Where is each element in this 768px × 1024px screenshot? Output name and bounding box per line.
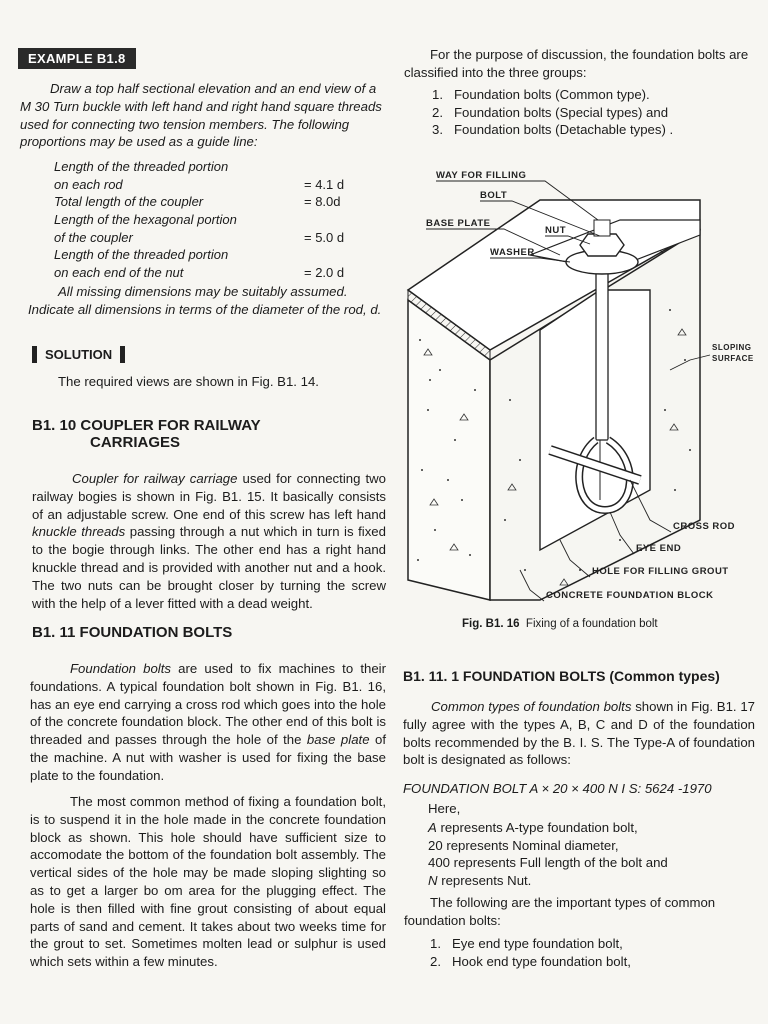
label-eye-end: EYE END [636,543,682,554]
list-item: N represents Nut. [428,872,532,888]
label-hole-grout: HOLE FOR FILLING GROUT [592,566,729,577]
here-label: Here, [428,801,461,816]
label-nut: NUT [545,225,567,236]
list-item: A represents A-type foundation bolt, [428,820,638,835]
list-item: 20 represents Nominal diameter, [428,837,619,853]
label-washer: WASHER [490,247,535,258]
proportion-row: Total length of the coupler = 8.0d [54,194,341,210]
proportion-row: on each rod = 4.1 d [54,176,345,192]
section-title-b111: B1. 11 FOUNDATION BOLTS [32,624,233,641]
list-item: 1. Eye end type foundation bolt, [430,936,623,951]
following-text: The following are the important types of common foundation bolts: [404,895,716,928]
section-title-b1111: B1. 11. 1 FOUNDATION BOLTS (Common types) [403,668,720,684]
example-tag: EXAMPLE B1.8 [18,48,136,69]
label-way-for-filling: WAY FOR FILLING [436,170,527,181]
label-bolt: BOLT [480,190,508,201]
designation-line: FOUNDATION BOLT A × 20 × 400 N I S: 5624 -1970 [403,781,712,796]
label-concrete: CONCRETE FOUNDATION BLOCK [546,590,714,601]
label-surface: SURFACE [712,354,754,363]
label-sloping: SLOPING [712,343,752,352]
list-item: 400 represents Full length of the bolt and [428,855,668,870]
section-title-b110: B1. 10 COUPLER FOR RAILWAY CARRIAGES [32,417,261,451]
paragraph-fixing-method: The most common method of fixing a foundation bolt, is to suspend it in the hole made in the concrete foundation block as shown. This hole should have sufficient size to accomodate the bottom of the foundation bolt assembly. The vertical sides of the hole may be made sloping slighting so as to get a larger bo om area for the plugging effect. The hole is then filled with fine grout consisting of about equal parts of sand and cement. It takes about two weeks time for the grout to set. Sometimes molten lead or sulphur is used which sets within a few minutes. [30,794,386,970]
proportions-table [54,158,374,282]
label-cross-rod: CROSS ROD [673,521,736,532]
groups-list [432,86,752,139]
solution-text: The required views are shown in Fig. B1. 14. [58,374,319,389]
paragraph-foundation-bolts: Foundation bolts are used to fix machines to their foundations. A typical foundation bolt shown in Fig. B1. 16, has an eye end carrying a cross rod which goes into the hole of the concrete foundation block. The other end of this bolt is threaded and passes through the hole of the base plate of the machine. A nut with washer is used for fixing the base plate to the foundation. [30,661,386,783]
missing-note: All missing dimensions may be suitably assumed. Indicate all dimensions in terms of the diameter of the rod, d. [28,284,382,317]
types-list [430,935,750,970]
bolt-thread-end [594,220,610,236]
proportion-row: of the coupler = 5.0 d [54,229,345,245]
solution-tag: SOLUTION [32,346,125,363]
proportion-row: Length of the hexagonal portion [54,212,237,228]
designation-items [428,819,748,889]
list-item: 3. Foundation bolts (Detachable types) . [432,122,674,137]
paragraph-common-types: Common types of foundation bolts shown in Fig. B1. 17 fully agree with the types A, B, C and D of the foundation bolts recommended by the B. I. S. The Type-A of foundation bolt is designated as follows: [403,699,756,768]
nut [580,234,624,256]
proportion-row: on each end of the nut = 2.0 d [54,265,345,281]
right-intro: For the purpose of discussion, the foundation bolts are classified into the three groups: [404,47,749,80]
label-base-plate: BASE PLATE [426,218,491,229]
proportion-row: Length of the threaded portion [54,247,229,263]
figure-caption: Fig. B1. 16 Fixing of a foundation bolt [462,618,658,630]
list-item: 1. Foundation bolts (Common type). [432,87,650,102]
list-item: 2. Foundation bolts (Special types) and [432,104,669,120]
list-item: 2. Hook end type foundation bolt, [430,953,631,969]
foundation-bolt-figure [400,160,760,610]
proportion-row: Length of the threaded portion [54,159,229,174]
paragraph-coupler: Coupler for railway carriage used for connecting two railway bogies is shown in Fig. B1. 15. It basically consists of an adjustable screw. One end of this screw has left hand knuckle threads passing through a nut which in turn is fixed to the bogie through links. The other end has a right hand knuckle thread and is provided with another nut and a hook. The two nuts can be brought closer by turning the screw with the help of a lever fitted with a dead weight. [32,471,387,611]
example-text: Draw a top half sectional elevation and an end view of a M 30 Turn buckle with left hand and right hand square threads used for connecting two tension members. The following proportions may be used as a guide line: [20,81,382,150]
